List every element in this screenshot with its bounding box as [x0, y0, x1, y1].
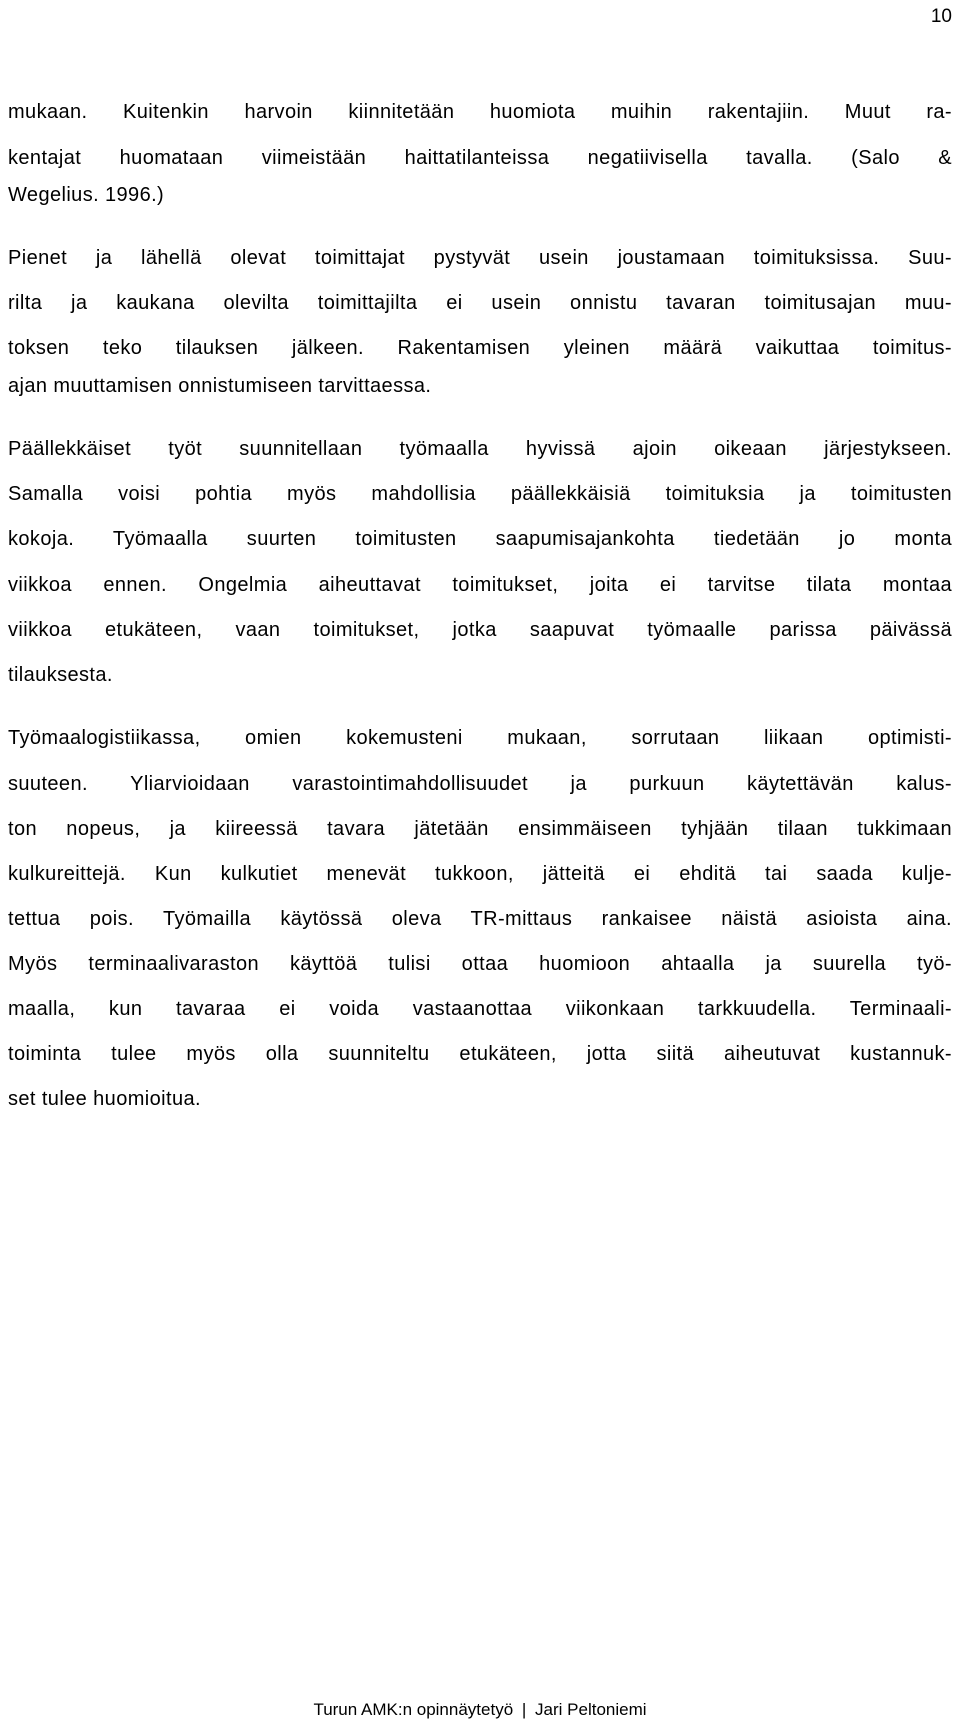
text-line: viikkoa etukäteen, vaan toimitukset, jotka saapuvat työmaalle parissa päivässä — [8, 619, 952, 641]
text-line: Samalla voisi pohtia myös mahdollisia päällekkäisiä toimituksia ja toimitusten — [8, 483, 952, 505]
footer-separator: | — [521, 1700, 527, 1719]
text-line: rilta ja kaukana olevilta toimittajilta ei usein onnistu tavaran toimitusajan muu- — [8, 292, 952, 314]
text-line: Työmaalogistiikassa, omien kokemusteni mukaan, sorrutaan liikaan optimisti- — [8, 727, 952, 749]
text-line: suuteen. Yliarvioidaan varastointimahdollisuudet ja purkuun käytettävän kalus- — [8, 773, 952, 795]
text-line: viikkoa ennen. Ongelmia aiheuttavat toimitukset, joita ei tarvitse tilata montaa — [8, 574, 952, 596]
page-footer — [0, 1700, 960, 1720]
text-line: kulkureittejä. Kun kulkutiet menevät tukkoon, jätteitä ei ehditä tai saada kulje- — [8, 863, 952, 885]
text-line: Pienet ja lähellä olevat toimittajat pystyvät usein joustamaan toimituksissa. Suu- — [8, 247, 952, 269]
text-line: Wegelius. 1996.) — [8, 184, 165, 206]
text-line: kentajat huomataan viimeistään haittatilanteissa negatiivisella tavalla. (Salo & — [8, 147, 952, 169]
footer-thesis-label: Turun AMK:n opinnäytetyö — [313, 1700, 514, 1719]
text-line: toiminta tulee myös olla suunniteltu etukäteen, jotta siitä aiheutuvat kustannuk- — [8, 1043, 952, 1065]
text-line: kokoja. Työmaalla suurten toimitusten saapumisajankohta tiedetään jo monta — [8, 528, 952, 550]
text-line: ton nopeus, ja kiireessä tavara jätetään ensimmäiseen tyhjään tilaan tukkimaan — [8, 818, 952, 840]
text-line: set tulee huomioitua. — [8, 1088, 201, 1110]
text-line: Päällekkäiset työt suunnitellaan työmaalla hyvissä ajoin oikeaan järjestykseen. — [8, 438, 952, 460]
text-line: toksen teko tilauksen jälkeen. Rakentamisen yleinen määrä vaikuttaa toimitus- — [8, 337, 952, 359]
text-line: Myös terminaalivaraston käyttöä tulisi ottaa huomioon ahtaalla ja suurella työ- — [8, 953, 952, 975]
footer-author: Jari Peltoniemi — [535, 1700, 647, 1719]
text-line: maalla, kun tavaraa ei voida vastaanottaa viikonkaan tarkkuudella. Terminaali- — [8, 998, 952, 1020]
text-line: tilauksesta. — [8, 664, 113, 686]
page-number: 10 — [930, 6, 952, 27]
text-line: tettua pois. Työmailla käytössä oleva TR-mittaus rankaisee näistä asioista aina. — [8, 908, 952, 930]
text-line: ajan muuttamisen onnistumiseen tarvittaessa. — [8, 375, 432, 397]
text-line: mukaan. Kuitenkin harvoin kiinnitetään huomiota muihin rakentajiin. Muut ra- — [8, 101, 952, 123]
